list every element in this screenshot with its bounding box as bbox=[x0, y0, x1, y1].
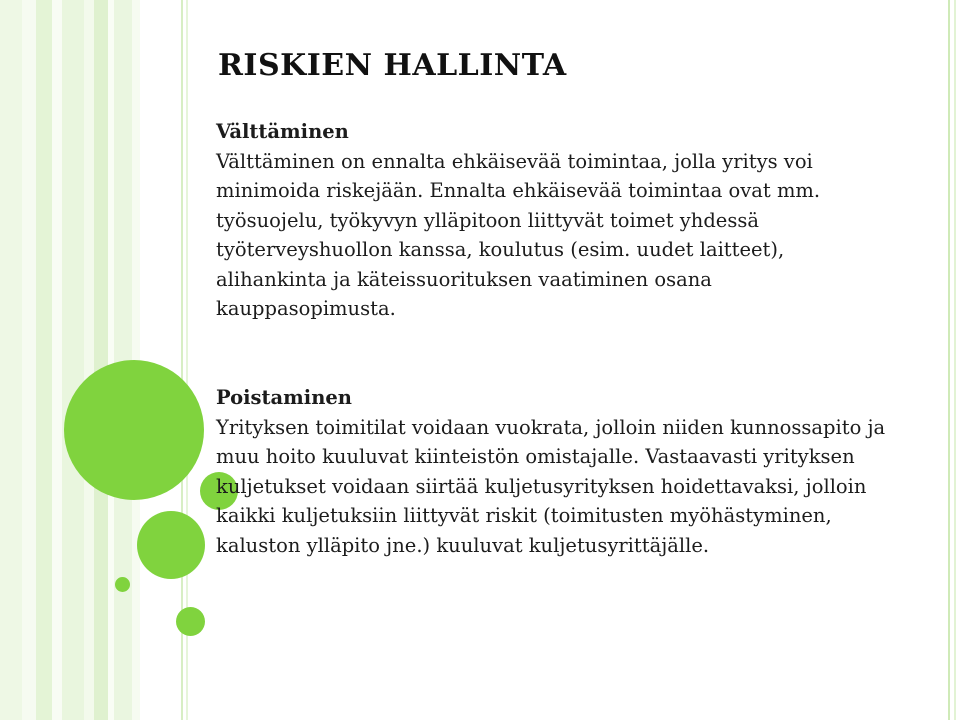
section-heading: Välttäminen bbox=[216, 120, 349, 143]
background-stripe bbox=[94, 0, 108, 720]
divider-line bbox=[948, 0, 950, 720]
section-valttaminen bbox=[216, 117, 896, 324]
background-stripe bbox=[0, 0, 22, 720]
decorative-circle-small bbox=[176, 607, 205, 636]
decorative-circle-large bbox=[64, 360, 204, 500]
divider-line bbox=[954, 0, 956, 720]
decorative-circle-tiny bbox=[115, 577, 130, 592]
background-stripe bbox=[62, 0, 84, 720]
background-stripe bbox=[22, 0, 36, 720]
background-stripe bbox=[84, 0, 94, 720]
decorative-circle-medium bbox=[137, 511, 205, 579]
background-stripe bbox=[36, 0, 52, 720]
section-body: Välttäminen on ennalta ehkäisevää toimintaa, jolla yritys voi minimoida riskejään. Ennalta ehkäisevää toimintaa ovat mm. työsuojelu, työkyvyn ylläpitoon liittyvät toimet yhdessä työterveyshuollon kanssa, koulutus (esim. uudet laitteet), alihankinta ja käteissuorituksen vaatiminen osana kauppasopimusta. bbox=[216, 149, 821, 320]
slide-title: RISKIEN HALLINTA bbox=[218, 48, 567, 83]
section-poistaminen bbox=[216, 383, 896, 560]
section-body: Yrityksen toimitilat voidaan vuokrata, jolloin niiden kunnossapito ja muu hoito kuuluvat kiinteistön omistajalle. Vastaavasti yrityksen kuljetukset voidaan siirtää kuljetusyrityksen hoidettavaksi, jolloin kaikki kuljetuksiin liittyvät riskit (toimitusten myöhästyminen, kaluston ylläpito jne.) kuuluvat kuljetusyrittäjälle. bbox=[216, 415, 886, 557]
section-heading: Poistaminen bbox=[216, 386, 352, 409]
background-stripe bbox=[52, 0, 62, 720]
